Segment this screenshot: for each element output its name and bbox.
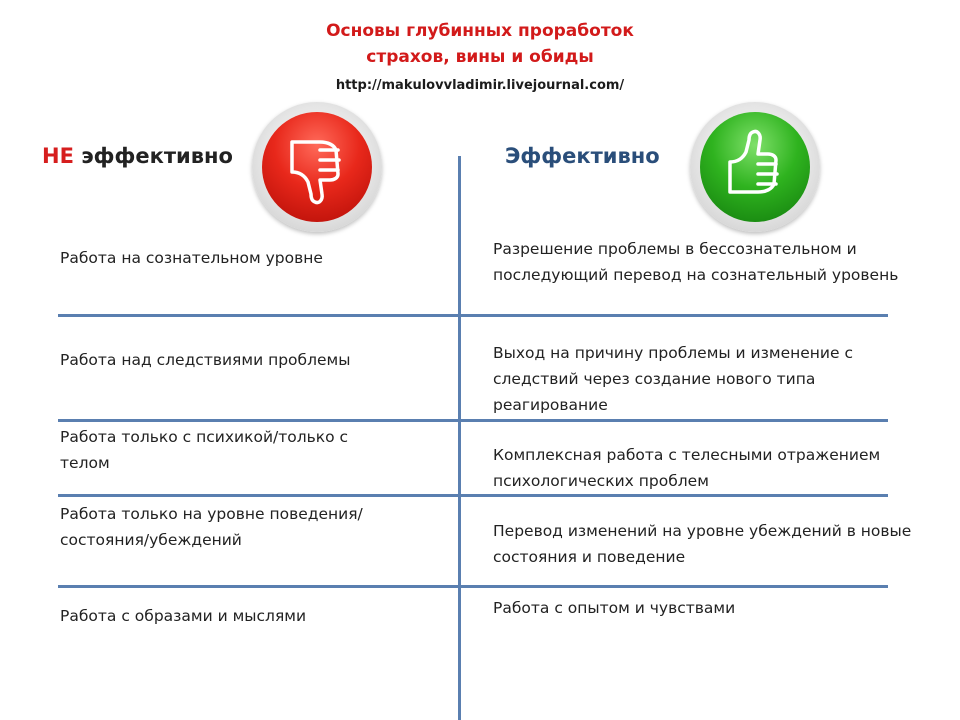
thumbs-up-badge: [690, 102, 820, 232]
not-effective-item: Работа только на уровне поведения/состояния/убеждений: [60, 505, 363, 549]
not-effective-item: Работа с образами и мыслями: [60, 607, 307, 625]
effective-item: Комплексная работа с телесными отражением психологических проблем: [493, 446, 881, 490]
not-effective-item: Работа над следствиями проблемы: [60, 351, 351, 369]
title-line-1: Основы глубинных проработок: [326, 21, 634, 41]
title-line-2: страхов, вины и обиды: [366, 47, 594, 67]
thumbs-down-badge: [252, 102, 382, 232]
not-effective-item: Работа только с психикой/только с телом: [60, 428, 349, 472]
row-separator-2: [58, 419, 888, 422]
thumbs-down-icon: [262, 112, 372, 222]
effective-item: Перевод изменений на уровне убеждений в новые состояния и поведение: [493, 522, 912, 566]
effective-word: эффективно: [73, 144, 233, 168]
thumbs-up-icon: [700, 112, 810, 222]
row-separator-4: [58, 585, 888, 588]
not-effective-item: Работа на сознательном уровне: [60, 249, 323, 267]
effective-heading: Эффективно: [505, 144, 660, 168]
row-separator-3: [58, 494, 888, 497]
source-url: http://makulovvladimir.livejournal.com/: [335, 78, 625, 93]
row-separator-1: [58, 314, 888, 317]
effective-item: Работа с опытом и чувствами: [493, 599, 736, 617]
effective-item: Выход на причину проблемы и изменение с следствий через создание нового типа реагирование: [493, 344, 853, 414]
column-divider: [458, 156, 461, 720]
page-title: [0, 18, 960, 70]
not-effective-heading: [42, 144, 233, 168]
effective-item: Разрешение проблемы в бессознательном и последующий перевод на сознательный уровень: [493, 240, 899, 284]
not-prefix: НЕ: [42, 144, 74, 168]
